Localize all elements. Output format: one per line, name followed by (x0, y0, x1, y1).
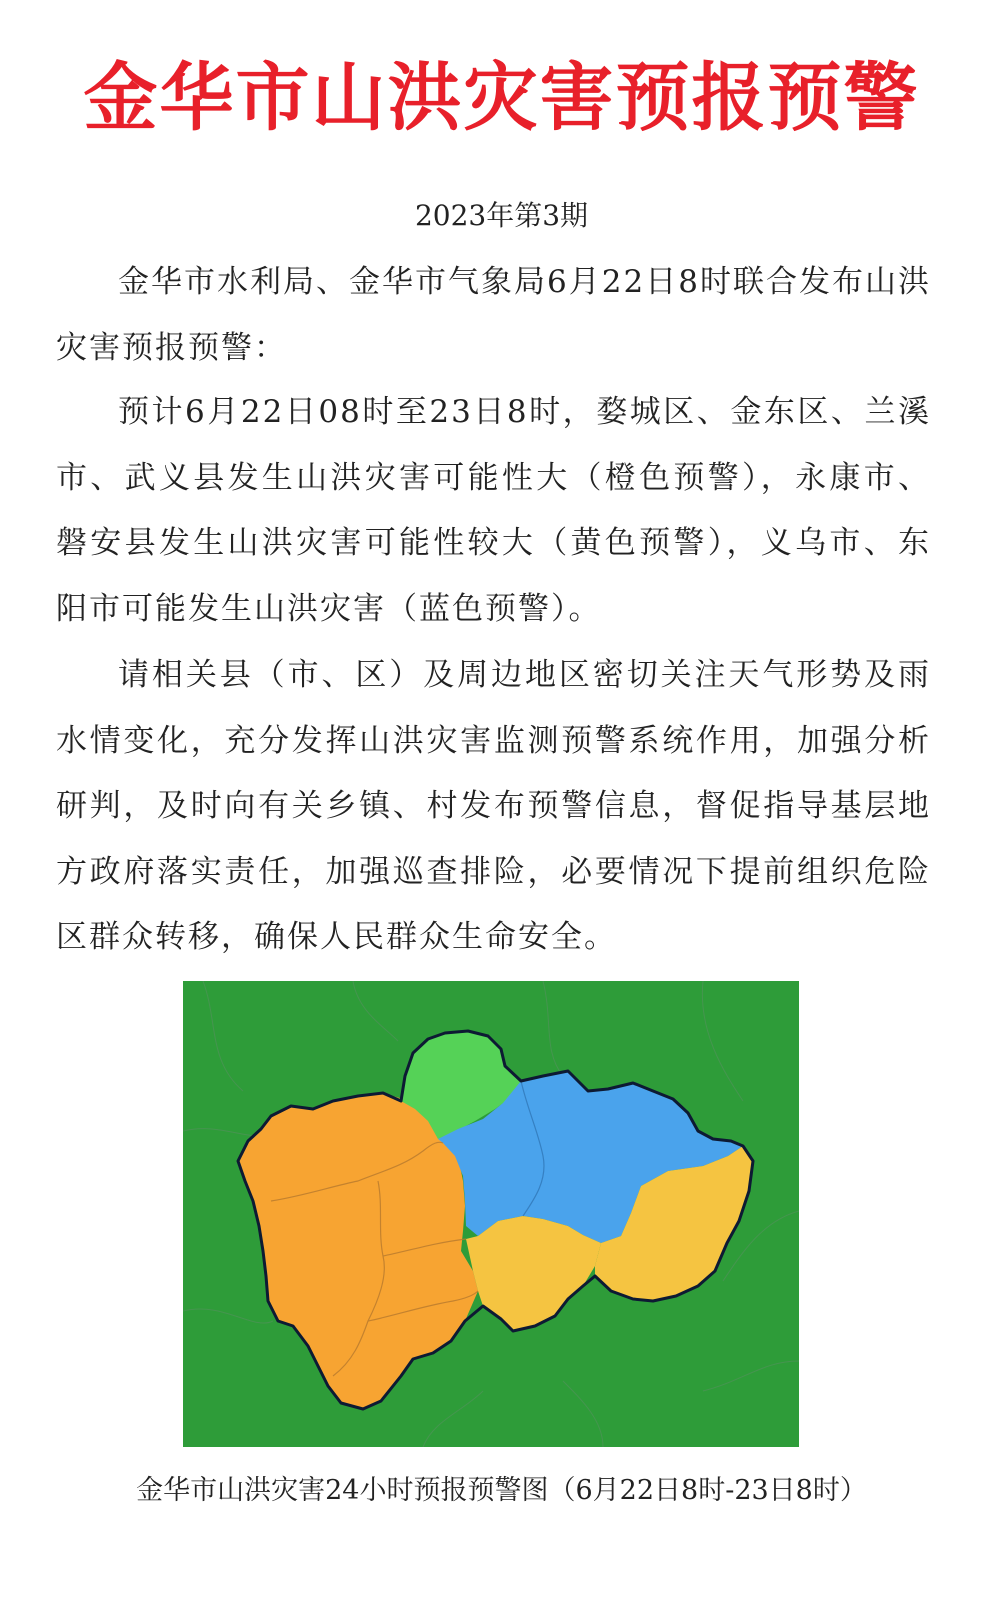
paragraph-guidance: 请相关县（市、区）及周边地区密切关注天气形势及雨水情变化，充分发挥山洪灾害监测预警系统作用，加强分析研判，及时向有关乡镇、村发布预警信息，督促指导基层地方政府落实责任，加强巡查排险，必要情况下提前组织危险区群众转移，确保人民群众生命安全。 (56, 657, 931, 955)
warning-map (183, 981, 799, 1447)
document-title: 金华市山洪灾害预报预警 (83, 55, 920, 141)
warning-map-svg (183, 981, 799, 1447)
paragraph-intro: 金华市水利局、金华市气象局6月22日8时联合发布山洪灾害预报预警： (56, 264, 931, 366)
paragraph-forecast: 预计6月22日08时至23日8时，婺城区、金东区、兰溪市、武义县发生山洪灾害可能性大（橙色预警），永康市、磐安县发生山洪灾害可能性较大（黄色预警），义乌市、东阳市可能发生山洪灾害（蓝色预警）。 (56, 394, 931, 627)
map-caption: 金华市山洪灾害24小时预报预警图（6月22日8时-23日8时） (136, 1475, 867, 1506)
issue-number: 2023年第3期 (414, 199, 589, 232)
